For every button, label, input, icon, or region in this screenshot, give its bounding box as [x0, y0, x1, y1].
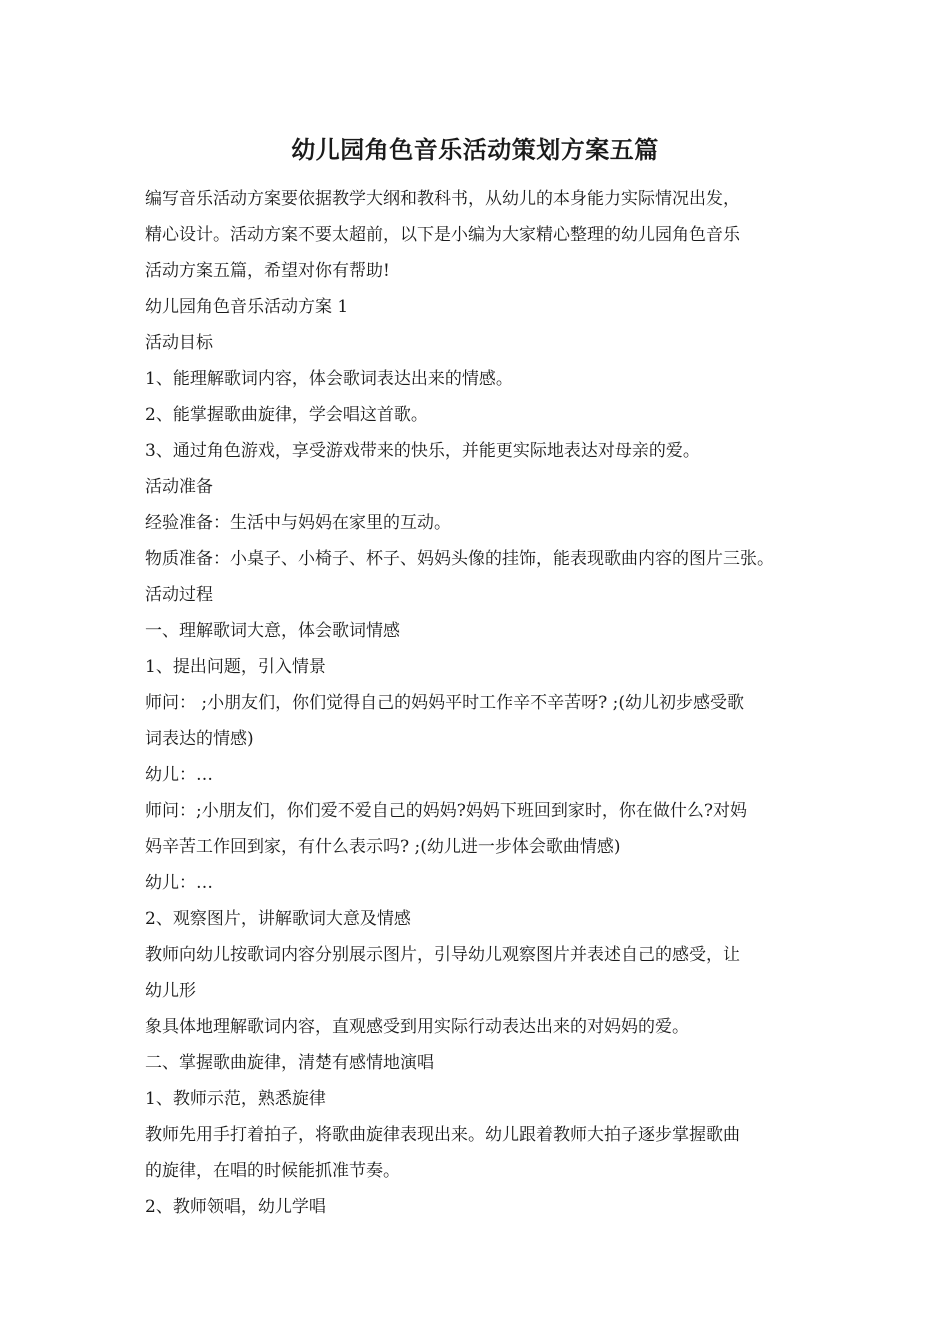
paragraph-line: 精心设计。活动方案不要太超前，以下是小编为大家精心整理的幼儿园角色音乐 [145, 225, 740, 245]
paragraph [145, 397, 810, 433]
paragraph-line: 幼儿：… [145, 765, 213, 785]
paragraph [145, 1009, 810, 1045]
paragraph-line: 象具体地理解歌词内容，直观感受到用实际行动表达出来的对妈妈的爱。 [145, 1017, 689, 1037]
paragraph [145, 577, 810, 613]
paragraph-line: 活动过程 [145, 585, 213, 605]
paragraph-line: 幼儿形 [145, 981, 196, 1001]
paragraph-line: 2、教师领唱，幼儿学唱 [145, 1197, 326, 1217]
paragraph [145, 793, 810, 865]
paragraph [145, 901, 810, 937]
paragraph [145, 1081, 810, 1117]
paragraph-line: 经验准备：生活中与妈妈在家里的互动。 [145, 513, 451, 533]
paragraph-line: 教师向幼儿按歌词内容分别展示图片，引导幼儿观察图片并表述自己的感受，让 [145, 945, 740, 965]
paragraph-line: 1、提出问题，引入情景 [145, 657, 326, 677]
paragraph [145, 325, 810, 361]
document-title: 幼儿园角色音乐活动策划方案五篇 [291, 135, 659, 164]
paragraph-line: 幼儿园角色音乐活动方案 1 [145, 297, 349, 317]
paragraph-line: 幼儿：… [145, 873, 213, 893]
paragraph [145, 469, 810, 505]
paragraph [145, 433, 810, 469]
paragraph [145, 937, 810, 1009]
paragraph [145, 685, 810, 757]
paragraph-line: 活动目标 [145, 333, 213, 353]
paragraph-line: 师问： ;小朋友们，你们觉得自己的妈妈平时工作辛不辛苦呀? ;(幼儿初步感受歌 [145, 693, 745, 713]
paragraph-line: 编写音乐活动方案要依据教学大纲和教科书，从幼儿的本身能力实际情况出发， [145, 189, 740, 209]
paragraph [145, 649, 810, 685]
paragraph [145, 289, 810, 325]
paragraph [145, 505, 810, 541]
paragraph-line: 活动准备 [145, 477, 213, 497]
paragraph-line: 1、能理解歌词内容，体会歌词表达出来的情感。 [145, 369, 513, 389]
paragraph-line: 一、理解歌词大意，体会歌词情感 [145, 621, 400, 641]
document-body [145, 181, 810, 1225]
paragraph [145, 181, 810, 289]
paragraph-line: 2、能掌握歌曲旋律，学会唱这首歌。 [145, 405, 428, 425]
paragraph-line: 活动方案五篇，希望对你有帮助! [145, 261, 390, 281]
paragraph [145, 361, 810, 397]
paragraph-line: 2、观察图片，讲解歌词大意及情感 [145, 909, 411, 929]
paragraph [145, 1189, 810, 1225]
paragraph [145, 541, 810, 577]
paragraph-line: 1、教师示范，熟悉旋律 [145, 1089, 326, 1109]
paragraph [145, 1117, 810, 1189]
paragraph-line: 3、通过角色游戏，享受游戏带来的快乐，并能更实际地表达对母亲的爱。 [145, 441, 700, 461]
paragraph-line: 词表达的情感) [145, 729, 254, 749]
paragraph [145, 757, 810, 793]
paragraph-line: 妈辛苦工作回到家，有什么表示吗? ;(幼儿进一步体会歌曲情感) [145, 837, 621, 857]
paragraph [145, 865, 810, 901]
paragraph [145, 1045, 810, 1081]
paragraph-line: 二、掌握歌曲旋律，清楚有感情地演唱 [145, 1053, 434, 1073]
paragraph-line: 教师先用手打着拍子，将歌曲旋律表现出来。幼儿跟着教师大拍子逐步掌握歌曲 [145, 1125, 740, 1145]
paragraph-line: 物质准备：小桌子、小椅子、杯子、妈妈头像的挂饰，能表现歌曲内容的图片三张。 [145, 549, 774, 569]
paragraph-line: 的旋律，在唱的时候能抓准节奏。 [145, 1161, 400, 1181]
paragraph [145, 613, 810, 649]
paragraph-line: 师问：;小朋友们，你们爱不爱自己的妈妈?妈妈下班回到家时，你在做什么?对妈 [145, 801, 747, 821]
